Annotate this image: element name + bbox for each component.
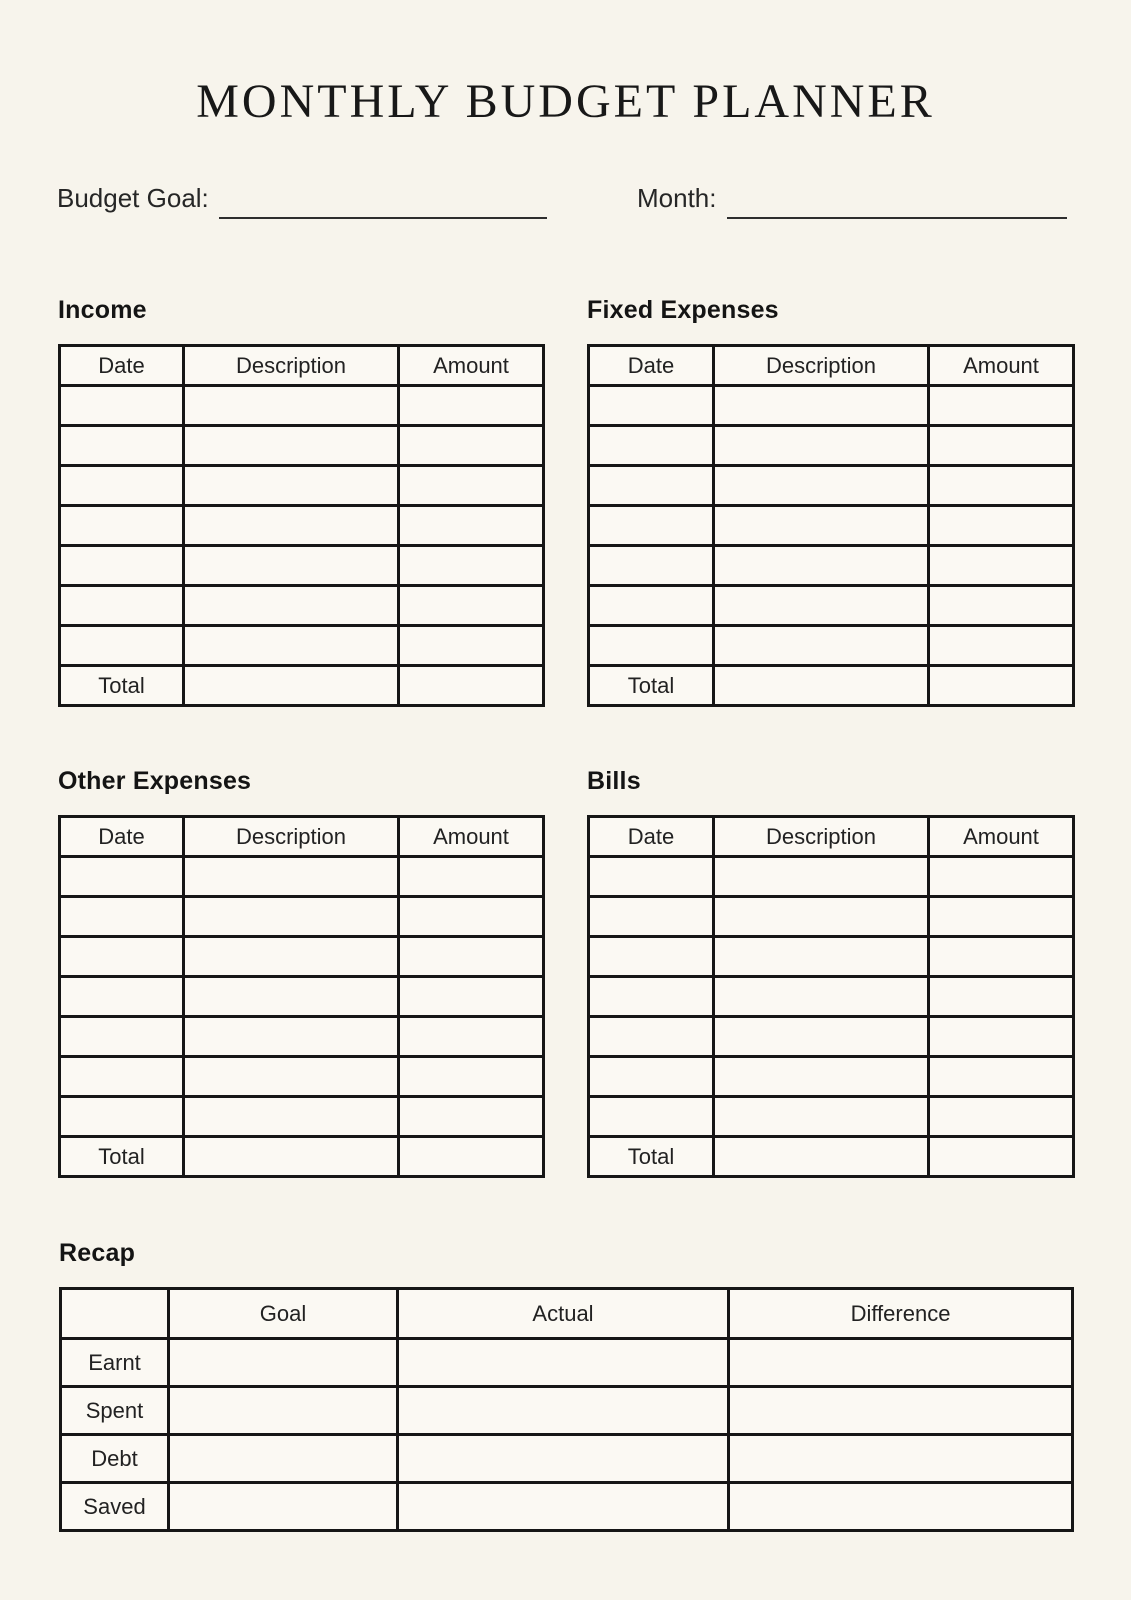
empty-cell <box>729 1387 1073 1435</box>
empty-cell <box>399 1057 544 1097</box>
empty-cell <box>399 666 544 706</box>
empty-cell <box>929 977 1074 1017</box>
empty-cell <box>169 1483 398 1531</box>
table-row <box>589 586 1074 626</box>
empty-cell <box>929 506 1074 546</box>
empty-cell <box>398 1387 729 1435</box>
header-row <box>60 817 544 857</box>
empty-cell <box>399 897 544 937</box>
empty-cell <box>399 546 544 586</box>
table-row <box>589 977 1074 1017</box>
empty-cell <box>929 426 1074 466</box>
empty-cell <box>399 426 544 466</box>
column-header-difference: Difference <box>729 1289 1073 1339</box>
empty-cell <box>589 937 714 977</box>
table-row <box>60 626 544 666</box>
empty-cell <box>929 546 1074 586</box>
empty-cell <box>399 1097 544 1137</box>
empty-cell <box>714 666 929 706</box>
empty-cell <box>714 1057 929 1097</box>
empty-cell <box>184 1137 399 1177</box>
empty-cell <box>589 546 714 586</box>
empty-cell <box>184 857 399 897</box>
table-row <box>61 1387 1073 1435</box>
empty-cell <box>184 386 399 426</box>
empty-cell <box>399 626 544 666</box>
empty-cell <box>60 857 184 897</box>
table-row <box>589 897 1074 937</box>
empty-cell <box>714 426 929 466</box>
empty-cell <box>399 977 544 1017</box>
empty-cell <box>929 586 1074 626</box>
column-header-amount: Amount <box>399 346 544 386</box>
month-label: Month: <box>637 183 717 213</box>
table-row <box>589 546 1074 586</box>
empty-cell <box>714 1017 929 1057</box>
budget-goal-input[interactable] <box>219 189 547 219</box>
empty-cell <box>60 937 184 977</box>
section-title-other-expenses: Other Expenses <box>58 767 252 795</box>
column-header-amount: Amount <box>929 817 1074 857</box>
empty-cell <box>399 586 544 626</box>
empty-cell <box>184 937 399 977</box>
income-table <box>58 344 545 707</box>
total-row <box>589 1137 1074 1177</box>
empty-cell <box>714 546 929 586</box>
recap-table <box>59 1287 1074 1532</box>
total-row <box>60 1137 544 1177</box>
column-header-description: Description <box>184 817 399 857</box>
recap-row-label-saved: Saved <box>61 1483 169 1531</box>
bills-table <box>587 815 1075 1178</box>
empty-cell <box>714 977 929 1017</box>
empty-cell <box>184 586 399 626</box>
column-header-date: Date <box>589 817 714 857</box>
empty-cell <box>589 1017 714 1057</box>
total-row <box>60 666 544 706</box>
empty-cell <box>714 626 929 666</box>
table-row <box>60 857 544 897</box>
section-title-bills: Bills <box>587 767 641 795</box>
total-label: Total <box>589 1137 714 1177</box>
total-label: Total <box>60 666 184 706</box>
empty-cell <box>398 1339 729 1387</box>
table-row <box>589 626 1074 666</box>
column-header-description: Description <box>184 346 399 386</box>
empty-cell <box>184 466 399 506</box>
header-row <box>589 346 1074 386</box>
total-label: Total <box>589 666 714 706</box>
empty-cell <box>714 466 929 506</box>
empty-cell <box>184 626 399 666</box>
budget-goal-field <box>57 183 547 213</box>
empty-cell <box>398 1435 729 1483</box>
empty-cell <box>399 937 544 977</box>
table-row <box>61 1483 1073 1531</box>
header-row <box>60 346 544 386</box>
table-row <box>61 1435 1073 1483</box>
table-row <box>60 1017 544 1057</box>
section-title-fixed-expenses: Fixed Expenses <box>587 296 779 324</box>
empty-cell <box>929 857 1074 897</box>
column-header-date: Date <box>60 346 184 386</box>
table-row <box>589 1097 1074 1137</box>
empty-cell <box>60 897 184 937</box>
empty-cell <box>729 1435 1073 1483</box>
column-header-description: Description <box>714 346 929 386</box>
table-row <box>60 1057 544 1097</box>
column-header-date: Date <box>60 817 184 857</box>
empty-cell <box>589 857 714 897</box>
total-row <box>589 666 1074 706</box>
empty-cell <box>60 1017 184 1057</box>
column-header-description: Description <box>714 817 929 857</box>
recap-row-label-spent: Spent <box>61 1387 169 1435</box>
empty-cell <box>714 506 929 546</box>
empty-cell <box>729 1339 1073 1387</box>
empty-cell <box>184 546 399 586</box>
empty-cell <box>929 626 1074 666</box>
empty-cell <box>714 386 929 426</box>
empty-cell <box>184 1057 399 1097</box>
table-row <box>61 1339 1073 1387</box>
empty-cell <box>714 937 929 977</box>
empty-cell <box>399 466 544 506</box>
empty-cell <box>60 1057 184 1097</box>
empty-cell <box>184 506 399 546</box>
table-row <box>60 897 544 937</box>
empty-cell <box>929 666 1074 706</box>
fixed-expenses-table <box>587 344 1075 707</box>
empty-cell <box>169 1435 398 1483</box>
table-row <box>60 977 544 1017</box>
table-row <box>589 386 1074 426</box>
table-row <box>589 857 1074 897</box>
empty-cell <box>399 1137 544 1177</box>
empty-cell <box>589 1057 714 1097</box>
fixed-expenses-section <box>587 297 1075 707</box>
column-header-goal: Goal <box>169 1289 398 1339</box>
column-header-date: Date <box>589 346 714 386</box>
table-row <box>60 546 544 586</box>
section-title-income: Income <box>58 296 147 324</box>
empty-cell <box>184 897 399 937</box>
empty-cell <box>929 1017 1074 1057</box>
empty-cell <box>929 937 1074 977</box>
empty-cell <box>60 426 184 466</box>
empty-cell <box>399 506 544 546</box>
header-row <box>61 1289 1073 1339</box>
table-row <box>589 1057 1074 1097</box>
empty-cell <box>60 1097 184 1137</box>
column-header-amount: Amount <box>929 346 1074 386</box>
empty-cell <box>399 1017 544 1057</box>
empty-cell <box>60 586 184 626</box>
empty-cell <box>929 386 1074 426</box>
empty-cell <box>60 506 184 546</box>
empty-cell <box>589 426 714 466</box>
section-title-recap: Recap <box>59 1239 136 1267</box>
empty-cell <box>929 1057 1074 1097</box>
income-section <box>58 297 545 707</box>
empty-cell <box>714 586 929 626</box>
empty-cell <box>184 426 399 466</box>
empty-cell <box>589 1097 714 1137</box>
table-row <box>589 506 1074 546</box>
empty-cell <box>714 1097 929 1137</box>
empty-cell <box>929 1097 1074 1137</box>
budget-goal-label: Budget Goal: <box>57 183 209 213</box>
month-field <box>637 183 1067 213</box>
empty-cell <box>60 386 184 426</box>
empty-cell <box>169 1387 398 1435</box>
empty-cell <box>714 897 929 937</box>
page-title: MONTHLY BUDGET PLANNER <box>196 75 935 128</box>
table-row <box>60 466 544 506</box>
recap-row-label-debt: Debt <box>61 1435 169 1483</box>
empty-cell <box>714 1137 929 1177</box>
table-row <box>589 466 1074 506</box>
empty-cell <box>60 977 184 1017</box>
empty-cell <box>729 1483 1073 1531</box>
total-label: Total <box>60 1137 184 1177</box>
empty-cell <box>60 546 184 586</box>
table-row <box>589 1017 1074 1057</box>
empty-cell <box>589 466 714 506</box>
empty-cell <box>184 666 399 706</box>
empty-cell <box>589 626 714 666</box>
table-row <box>60 1097 544 1137</box>
empty-cell <box>589 586 714 626</box>
empty-cell <box>399 857 544 897</box>
table-row <box>60 386 544 426</box>
recap-corner-cell <box>61 1289 169 1339</box>
month-input[interactable] <box>727 189 1067 219</box>
empty-cell <box>929 897 1074 937</box>
empty-cell <box>184 1097 399 1137</box>
table-row <box>60 586 544 626</box>
empty-cell <box>169 1339 398 1387</box>
empty-cell <box>589 506 714 546</box>
table-row <box>60 426 544 466</box>
bills-section <box>587 768 1075 1178</box>
empty-cell <box>589 897 714 937</box>
recap-row-label-earnt: Earnt <box>61 1339 169 1387</box>
empty-cell <box>184 1017 399 1057</box>
table-row <box>589 426 1074 466</box>
other-expenses-section <box>58 768 545 1178</box>
empty-cell <box>714 857 929 897</box>
empty-cell <box>589 386 714 426</box>
empty-cell <box>929 466 1074 506</box>
column-header-amount: Amount <box>399 817 544 857</box>
recap-section <box>59 1240 1074 1532</box>
header-row <box>589 817 1074 857</box>
empty-cell <box>589 977 714 1017</box>
table-row <box>60 506 544 546</box>
column-header-actual: Actual <box>398 1289 729 1339</box>
table-row <box>60 937 544 977</box>
other-expenses-table <box>58 815 545 1178</box>
empty-cell <box>398 1483 729 1531</box>
empty-cell <box>60 466 184 506</box>
table-row <box>589 937 1074 977</box>
empty-cell <box>929 1137 1074 1177</box>
empty-cell <box>60 626 184 666</box>
empty-cell <box>184 977 399 1017</box>
empty-cell <box>399 386 544 426</box>
